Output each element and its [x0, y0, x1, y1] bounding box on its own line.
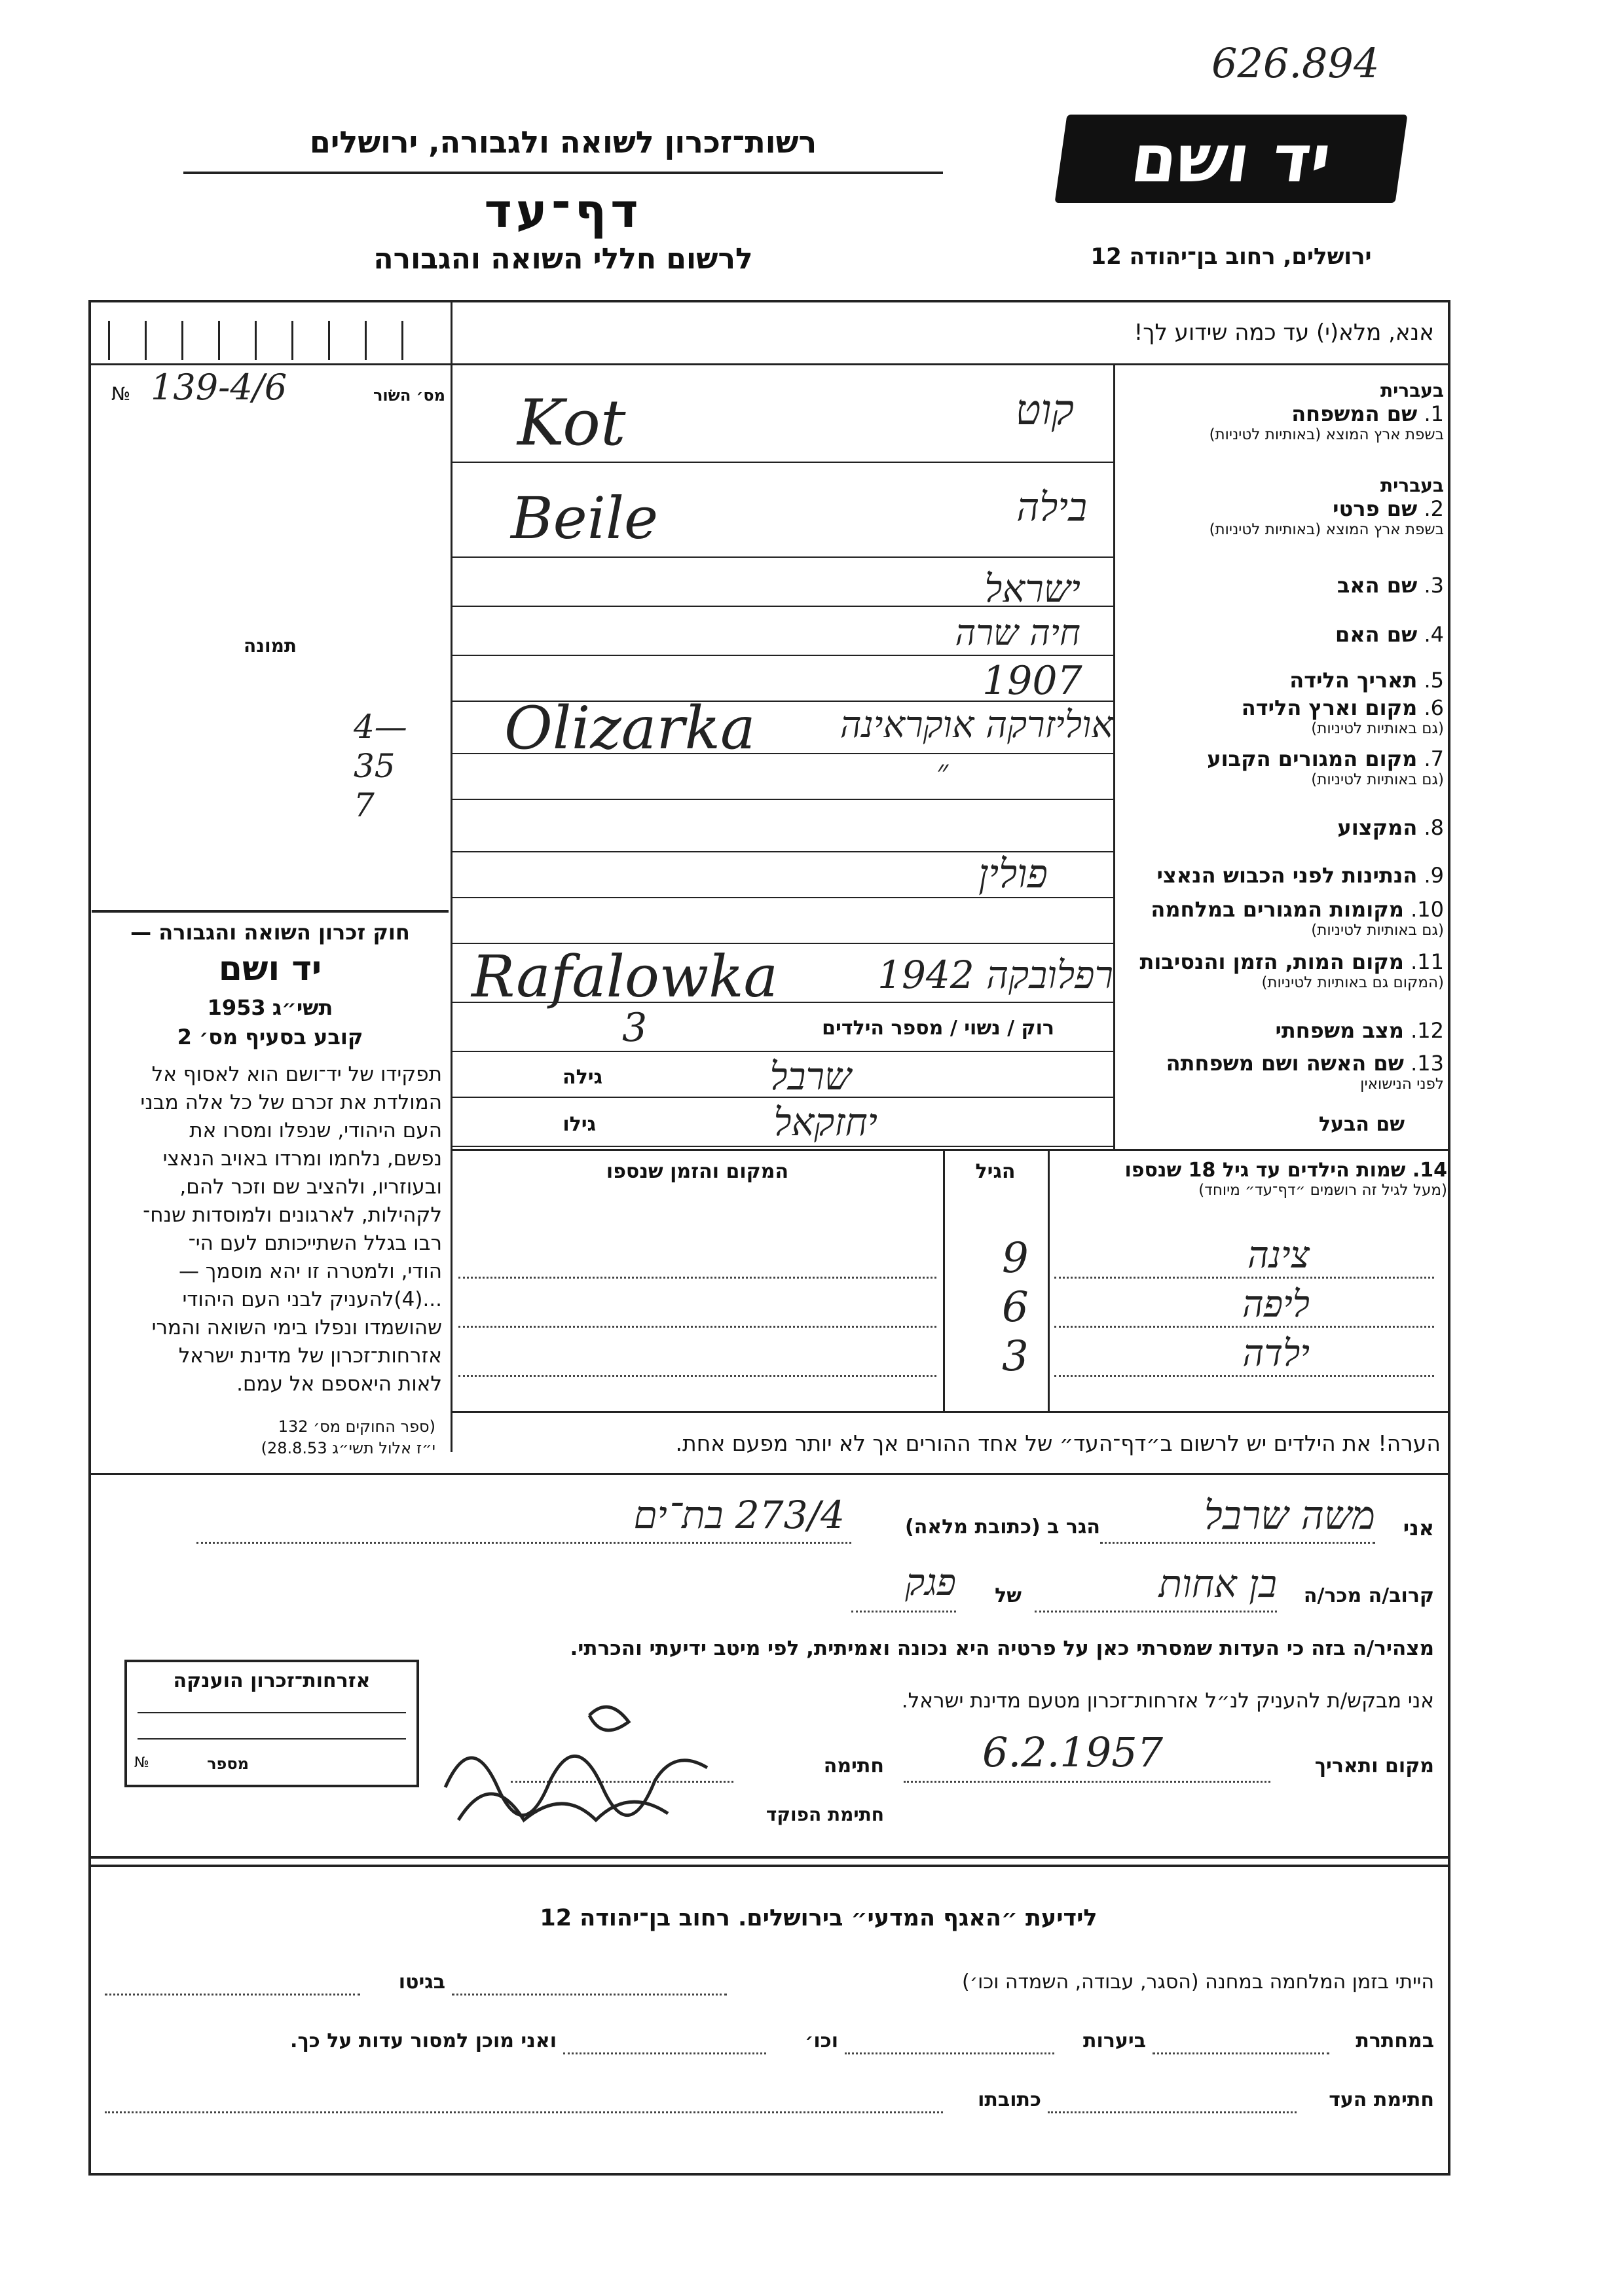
value-children-count: 3 [622, 1005, 648, 1051]
note-top-rule [451, 1411, 1450, 1413]
field-8 [1116, 815, 1444, 840]
left-col-divider [451, 300, 452, 1452]
note-bottom-rule [88, 1473, 1450, 1475]
address: ירושלים, רחוב בן־יהודה 12 [1090, 244, 1372, 270]
field-label: מקום וארץ הלידה [1241, 695, 1418, 720]
bottom-line1-fill [452, 1994, 727, 1995]
note: הערה! את הילדים יש לרשום ב״דף־העד״ של אחד ההורים אך לא יותר מפעם אחת. [675, 1430, 1441, 1456]
citizenship-line [138, 1712, 406, 1713]
form-subtitle: לרשום חללי השואה והגבורה [373, 242, 753, 276]
value-husband-name: יחזקאל [773, 1100, 877, 1144]
field-label: שם האם [1335, 622, 1418, 647]
field-sub: (גם באותיות לטיניות) [1311, 720, 1444, 737]
declarant-address: 273/4 בת־ים [633, 1493, 845, 1537]
child-row-line [1054, 1326, 1434, 1328]
law-line: המולדת את זכרם של כל אלה מבני [140, 1091, 442, 1114]
field-label: מקומות המגורים במלחמה [1151, 897, 1404, 922]
children-sub: (מעל לגיל זה רושמים ״דף־עד״ מיוחד) [1198, 1182, 1447, 1199]
bottom-line1: הייתי בזמן המלחמה במחנה (הסגר, עבודה, השמדה וכו׳) [961, 1971, 1434, 1994]
value-birthplace-hebrew: אוליזרקה אוקראינה [840, 704, 1113, 746]
field-label: מצב משפחתי [1275, 1018, 1404, 1043]
citizenship-number-suffix: № [134, 1755, 149, 1771]
law-text [95, 1061, 442, 1398]
authority-title: רשות־זכרון לשואה ולגבורה, ירושלים [309, 124, 817, 160]
field-num: 9. [1424, 863, 1444, 888]
child-row-line [458, 1277, 936, 1279]
place-date-label: מקום ותאריך [1314, 1755, 1434, 1777]
relation-label: קרוב/ה מכר/ה [1303, 1584, 1434, 1607]
row-rule [452, 556, 1113, 558]
value-birthdate: 1907 [982, 658, 1082, 704]
witness-signature-line [1048, 2111, 1297, 2113]
field-7 [1116, 746, 1444, 788]
citizenship-title: אזרחות־זכרון הוענקה [173, 1669, 371, 1692]
child-name: צינה [1247, 1234, 1310, 1277]
registration-suffix: № [111, 383, 131, 405]
row-rule [452, 799, 1113, 800]
field-13 [1116, 1051, 1444, 1093]
field-2 [1116, 475, 1444, 538]
children-top-rule [451, 1149, 1450, 1151]
citizenship-number-label: מספר [207, 1755, 249, 1773]
address-line [196, 1542, 851, 1544]
value-firstname-latin: Beile [511, 484, 659, 552]
citizenship-line [138, 1738, 406, 1740]
field-sub: (המקום גם באותיות לטיניות) [1261, 974, 1444, 991]
declarant-name-line [1100, 1542, 1375, 1544]
serial-number: 626.894 [1211, 39, 1380, 87]
field-sub: בשפת ארץ המוצא (באותיות לטיניות) [1209, 426, 1444, 443]
child-name: ילדה [1242, 1332, 1310, 1375]
forests-line [845, 2052, 1054, 2054]
value-nationality: פולין [978, 851, 1048, 897]
children-title: 14. שמות הילדים עד גיל 18 שנספו [1124, 1159, 1447, 1182]
declarant-ani: אני [1403, 1516, 1434, 1540]
bottom-double-rule [88, 1856, 1450, 1859]
field-num: 1. [1424, 401, 1444, 426]
field-num: 3. [1424, 573, 1444, 598]
law-line: לאות היאספם אל עמם. [236, 1372, 442, 1396]
law-year-heb: תשי״ג [272, 995, 333, 1020]
form-title: דף־עד [484, 183, 642, 238]
value-surname-latin: Kot [517, 386, 626, 460]
law-line: שהושמדו ונפלו בימי השואה והמרי [151, 1316, 442, 1339]
husband-label: שם הבעל [1318, 1113, 1405, 1136]
law-line: נפשם, נלחמו ומרדו באויב הנאצי [162, 1147, 442, 1171]
witness-signature-label: חתימת העד [1329, 2088, 1434, 2111]
field-label: שם המשפחה [1291, 401, 1418, 426]
photo-area [92, 412, 449, 913]
signature-label: חתימה [823, 1755, 884, 1777]
underground-label: במחתרת [1356, 2030, 1434, 2052]
declarant-request: אני מבקש/ת להעניק לנ״ל אזרחות־זכרון מטעם מדינת ישראל. [901, 1689, 1434, 1713]
law-line: ובעוזריו, ולהציב שם וזכר להם, [179, 1175, 442, 1199]
value-wife-name: שרבל [769, 1054, 851, 1099]
child-row-line [1054, 1277, 1434, 1279]
yad-vashem-logo: יד ושם [1055, 115, 1408, 203]
field-10 [1116, 897, 1444, 939]
value-birthplace-latin: Olizarka [504, 694, 756, 763]
field-sub: לפני הנישואין [1360, 1076, 1444, 1093]
child-name: ליפה [1242, 1283, 1310, 1326]
of-line [851, 1611, 956, 1613]
field-num: 7. [1424, 746, 1444, 771]
value-mother: חיה שרה [955, 612, 1080, 653]
field-hebrew-tag: בעברית [1380, 380, 1444, 401]
field-label: שם פרטי [1333, 496, 1418, 521]
witness-address-line [105, 2111, 943, 2113]
law-source-date: י״ז אלול תשי״ג 28.8.53) [261, 1439, 435, 1457]
declarant-statement: מצהיר/ה בזה כי העדות שמסרתי כאן על פרטיה היא נכונה ואמיתית, לפי מיטב ידיעתי והכרתי. [570, 1637, 1434, 1660]
law-title: חוק זכרון השואה והגבורה — [130, 920, 410, 945]
field-num: 13. [1411, 1051, 1444, 1076]
of-value: פגק [905, 1561, 956, 1604]
etc-label: וכו׳ [805, 2030, 838, 2052]
forests-label: ביערות [1083, 2030, 1146, 2052]
field-label: מקום המגורים הקבוע [1207, 746, 1418, 771]
signature-scribble [432, 1689, 733, 1840]
law-line: ...(4)להעניק לבני העם היהודי [182, 1288, 442, 1311]
law-line: אזרחות־זכרון של מדינת ישראל [178, 1344, 442, 1368]
field-3 [1116, 573, 1444, 598]
child-row-line [1054, 1375, 1434, 1377]
row-rule [452, 1146, 1113, 1147]
declarant-name: משה שרבל [1204, 1493, 1375, 1539]
child-row-line [458, 1375, 936, 1377]
place-col-header: המקום והזמן שנספו [606, 1160, 789, 1183]
row-rule [452, 462, 1113, 463]
law-line: לקהילות, לארגונים ולמוסדות שנח־ [143, 1203, 442, 1227]
field-5 [1116, 668, 1444, 693]
address-label: הגר ב (כתובת מלאה) [904, 1516, 1100, 1539]
intro-text: אנא, מלא(י) עד כמה שידוע לך! [1134, 319, 1434, 346]
children-age-divider-left [943, 1149, 945, 1411]
ticks-box [108, 321, 435, 360]
field-num: 12. [1411, 1018, 1444, 1043]
child-age: 6 [1002, 1283, 1029, 1332]
field-12 [1116, 1018, 1444, 1043]
value-death-place-latin: Rafalowka [471, 943, 779, 1010]
date-line [904, 1781, 1270, 1783]
law-source: (ספר החוקים מס׳ 132 [278, 1417, 435, 1436]
field-num: 6. [1424, 695, 1444, 720]
row-rule [452, 1051, 1113, 1052]
label-col-divider [1113, 363, 1115, 1149]
declaration-date: 6.2.1957 [982, 1728, 1164, 1776]
age-col-header: הגיל [975, 1160, 1016, 1183]
header-rule [183, 172, 943, 174]
officer-signature-label: חתימת הפוקד [766, 1804, 884, 1825]
field-hebrew-tag: בעברית [1380, 475, 1444, 496]
child-row-line [458, 1326, 936, 1328]
law-line: הודי, ולמטרה זו יהא מוסמך — [178, 1260, 442, 1283]
child-age: 3 [1002, 1332, 1029, 1381]
law-line: רבו בגלל השתייכותם לעם הי־ [188, 1231, 442, 1255]
law-line: העם היהודי, שנפלו ומסרו את [189, 1119, 442, 1142]
registration-label: מס׳ השׂור [373, 386, 445, 405]
field-label: תאריך הלידה [1289, 668, 1418, 693]
value-surname-hebrew: קוט [1015, 386, 1074, 435]
children-header [1054, 1159, 1447, 1199]
ghetto-label: בגיטו [398, 1971, 445, 1994]
husband-age-label: גילו [563, 1113, 596, 1136]
of-label: של [995, 1584, 1022, 1607]
ghetto-line [105, 1994, 360, 1995]
field-sub: (גם באותיות לטיניות) [1311, 922, 1444, 939]
bottom-title: לידיעת ״האגף המדעי״ בירושלים. רחוב בן־יהודה 12 [540, 1905, 1098, 1931]
value-firstname-hebrew: בילה [1016, 484, 1087, 530]
field-num: 5. [1424, 668, 1444, 693]
field-label: שם האב [1337, 573, 1418, 598]
children-age-divider-right [1048, 1149, 1050, 1411]
field-num: 11. [1411, 949, 1444, 974]
value-death-place-hebrew: רפלובקה 1942 [877, 953, 1113, 997]
field-label: מקום המות, הזמן והנסיבות [1139, 949, 1404, 974]
field-label: שם האשה ושם משפחתה [1166, 1051, 1404, 1076]
child-age: 9 [1002, 1234, 1029, 1283]
field-9 [1116, 863, 1444, 888]
witness-address-label: כתובתו [978, 2088, 1041, 2111]
bottom-double-rule [88, 1865, 1450, 1867]
law-line: תפקידו של יד־ושם הוא לאסוף אל [151, 1063, 442, 1086]
field-label: הנתינות לפני הכבוש הנאצי [1156, 863, 1418, 888]
field-11 [1116, 949, 1444, 991]
value-residence: ״ [936, 753, 949, 790]
row-rule [452, 897, 1113, 898]
field-4 [1116, 622, 1444, 647]
field-num: 8. [1424, 815, 1444, 840]
declarant-relation: בן אחות [1158, 1561, 1277, 1606]
value-father: ישראל [984, 566, 1080, 611]
etc-line [563, 2052, 766, 2054]
registration-number: 139‐4/6 [151, 367, 287, 408]
row-rule [452, 655, 1113, 656]
relation-line [1035, 1611, 1277, 1613]
wife-age-label: גילה [563, 1066, 602, 1089]
field-6 [1116, 695, 1444, 737]
top-strip-rule [88, 363, 1450, 365]
field-num: 2. [1424, 496, 1444, 521]
marital-options: רוק / נשוי / מספר הילדים [822, 1017, 1054, 1040]
law-year: 1953 [207, 995, 266, 1020]
photo-label: תמונה [244, 635, 297, 657]
law-name: יד ושם [218, 949, 322, 989]
field-label: המקצוע [1337, 815, 1418, 840]
field-1 [1116, 380, 1444, 443]
field-sub: בשפת ארץ המוצא (באותיות לטיניות) [1209, 521, 1444, 538]
law-section: קובע בסעיף מס׳ 2 [177, 1025, 363, 1049]
field-num: 4. [1424, 622, 1444, 647]
field-sub: (גם באותיות לטיניות) [1311, 771, 1444, 788]
margin-note: 4— 35 7 [354, 708, 407, 824]
field-num: 10. [1411, 897, 1444, 922]
underground-line [1153, 2052, 1329, 2054]
testimony-label: ואני מוכן למסור עדות על כך. [290, 2030, 557, 2052]
